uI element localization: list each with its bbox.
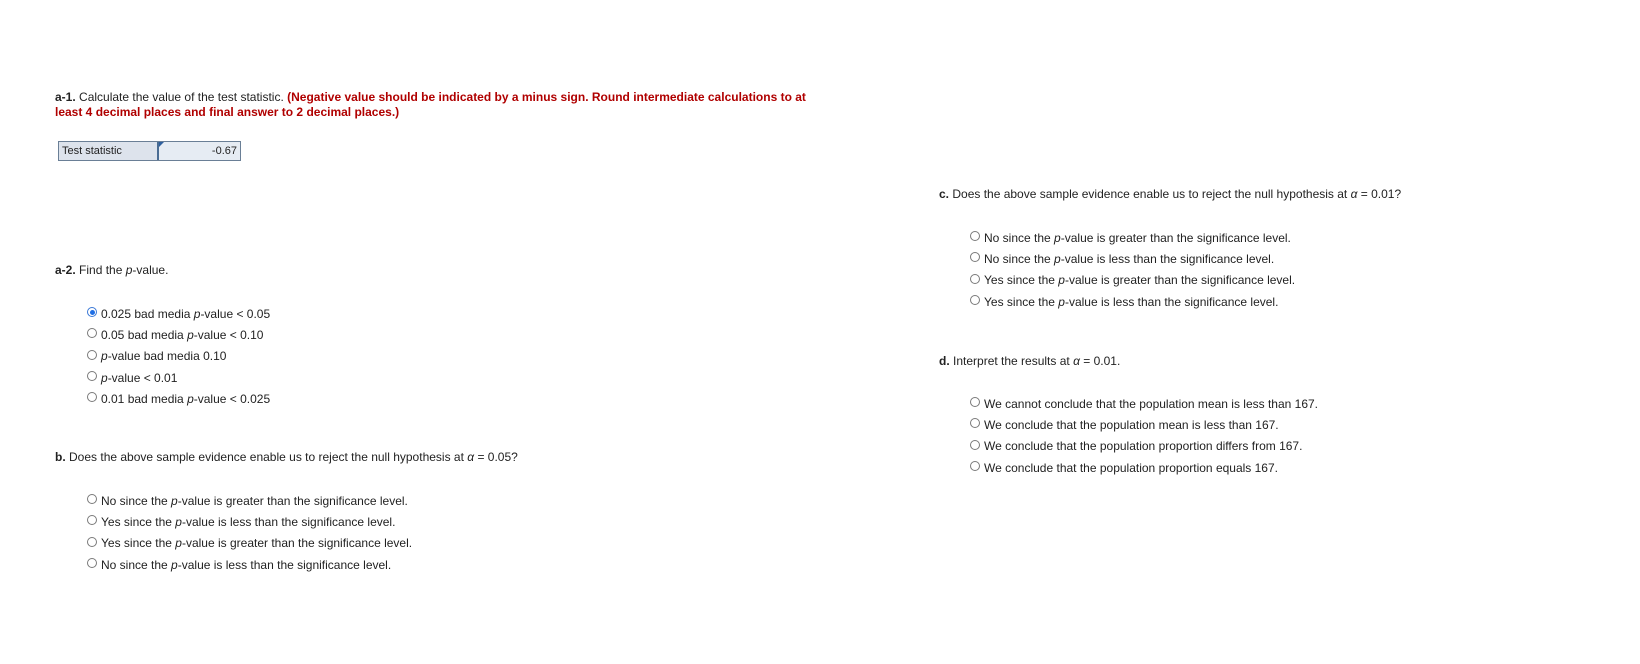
question-text: Calculate the value of the test statistic. <box>75 90 288 104</box>
question-text: Does the above sample evidence enable us to reject the null hypothesis at <box>949 187 1351 201</box>
option-text: Yes since the <box>101 514 176 529</box>
p-symbol: p <box>1054 230 1061 245</box>
question-text: Interpret the results at <box>949 354 1074 368</box>
test-statistic-value: -0.67 <box>211 145 237 157</box>
option-text: Yes since the <box>101 536 176 551</box>
option-a2-4[interactable] <box>87 388 270 409</box>
option-c-1[interactable] <box>970 248 1295 269</box>
p-symbol: p <box>125 263 133 277</box>
option-c-0[interactable] <box>970 227 1295 248</box>
instructions-text: (Negative value should be indicated by a minus sign. Round intermediate calculations to at least 4 decimal places and final answer to 2 decimal places.) <box>55 90 806 119</box>
radio-button-selected[interactable] <box>87 307 97 317</box>
option-a2-3[interactable] <box>87 367 270 388</box>
option-d-1[interactable] <box>970 414 1318 435</box>
question-label: c. <box>939 187 950 201</box>
radio-button[interactable] <box>87 494 97 504</box>
alpha-symbol: α <box>1073 354 1080 368</box>
radio-button[interactable] <box>87 515 97 525</box>
question-text: Does the above sample evidence enable us to reject the null hypothesis at <box>65 450 468 464</box>
option-b-0[interactable] <box>87 490 412 511</box>
option-text: -value < 0.10 <box>193 327 264 342</box>
option-text: -value < 0.01 <box>107 370 178 385</box>
p-symbol: p <box>171 557 178 572</box>
radio-button[interactable] <box>970 440 980 450</box>
option-text: 0.05 bad media <box>101 327 188 342</box>
test-statistic-input[interactable] <box>159 142 240 160</box>
radio-button[interactable] <box>87 392 97 402</box>
question-label: a-2. <box>55 263 76 277</box>
option-text: -value < 0.05 <box>200 306 271 321</box>
option-c-2[interactable] <box>970 270 1295 291</box>
option-text: No since the <box>101 557 172 572</box>
question-text: -value. <box>132 263 169 277</box>
p-symbol: p <box>1054 251 1061 266</box>
option-d-0[interactable] <box>970 393 1318 414</box>
radio-button[interactable] <box>970 418 980 428</box>
option-b-1[interactable] <box>87 511 412 532</box>
question-a1 <box>55 90 815 120</box>
question-text: = 0.01. <box>1079 354 1121 368</box>
option-d-2[interactable] <box>970 436 1318 457</box>
option-text: We cannot conclude that the population mean is less than 167. <box>984 396 1319 411</box>
radio-button[interactable] <box>970 295 980 305</box>
p-symbol: p <box>101 349 108 364</box>
question-label: a-1. <box>55 90 76 104</box>
options-a2 <box>87 303 270 409</box>
option-text: No since the <box>984 251 1055 266</box>
option-text: Yes since the <box>984 273 1059 288</box>
question-text: Find the <box>75 263 126 277</box>
option-text: No since the <box>101 493 172 508</box>
question-label: b. <box>55 450 66 464</box>
question-text: = 0.01? <box>1357 187 1402 201</box>
test-statistic-field <box>58 141 241 161</box>
question-d <box>939 354 1120 369</box>
test-statistic-label: Test statistic <box>59 142 159 160</box>
option-a2-1[interactable] <box>87 324 270 345</box>
option-text: 0.01 bad media <box>101 391 188 406</box>
question-text: = 0.05? <box>474 450 518 464</box>
p-symbol: p <box>187 327 194 342</box>
radio-button[interactable] <box>970 461 980 471</box>
radio-button[interactable] <box>970 397 980 407</box>
option-a2-2[interactable] <box>87 346 270 367</box>
option-text: -value is greater than the significance level. <box>1060 230 1291 245</box>
p-symbol: p <box>187 391 194 406</box>
radio-button[interactable] <box>87 537 97 547</box>
option-c-3[interactable] <box>970 291 1295 312</box>
option-text: -value is greater than the significance level. <box>181 536 413 551</box>
option-text: We conclude that the population proportion differs from 167. <box>984 439 1303 454</box>
option-text: -value is less than the significance level. <box>1064 294 1279 309</box>
option-text: 0.025 bad media <box>101 306 194 321</box>
option-a2-0[interactable] <box>87 303 270 324</box>
radio-button[interactable] <box>970 231 980 241</box>
question-a2 <box>55 263 168 278</box>
radio-button[interactable] <box>970 252 980 262</box>
question-b <box>55 450 518 465</box>
radio-button[interactable] <box>87 558 97 568</box>
option-text: -value is greater than the significance level. <box>1064 273 1296 288</box>
option-b-2[interactable] <box>87 533 412 554</box>
question-c <box>939 187 1401 202</box>
option-text: -value is less than the significance level. <box>177 557 392 572</box>
p-symbol: p <box>1058 294 1065 309</box>
question-label: d. <box>939 354 950 368</box>
option-text: -value < 0.025 <box>193 391 271 406</box>
option-text: We conclude that the population mean is less than 167. <box>984 417 1279 432</box>
option-text: Yes since the <box>984 294 1059 309</box>
option-b-3[interactable] <box>87 554 412 575</box>
p-symbol: p <box>175 536 182 551</box>
options-d <box>970 393 1318 478</box>
p-symbol: p <box>193 306 201 321</box>
radio-button[interactable] <box>87 328 97 338</box>
option-text: -value is greater than the significance level. <box>177 493 408 508</box>
radio-button[interactable] <box>87 350 97 360</box>
p-symbol: p <box>171 493 178 508</box>
radio-button[interactable] <box>970 274 980 284</box>
alpha-symbol: α <box>467 450 475 464</box>
option-text: -value bad media 0.10 <box>107 349 227 364</box>
radio-button[interactable] <box>87 371 97 381</box>
p-symbol: p <box>101 370 108 385</box>
option-d-3[interactable] <box>970 457 1318 478</box>
options-c <box>970 227 1295 312</box>
option-text: We conclude that the population proportion equals 167. <box>984 460 1278 475</box>
option-text: No since the <box>984 230 1055 245</box>
option-text: -value is less than the significance level. <box>1060 251 1275 266</box>
flag-icon <box>159 142 164 147</box>
p-symbol: p <box>1058 273 1065 288</box>
alpha-symbol: α <box>1350 187 1358 201</box>
options-b <box>87 490 412 575</box>
option-text: -value is less than the significance level. <box>181 514 396 529</box>
p-symbol: p <box>175 514 182 529</box>
